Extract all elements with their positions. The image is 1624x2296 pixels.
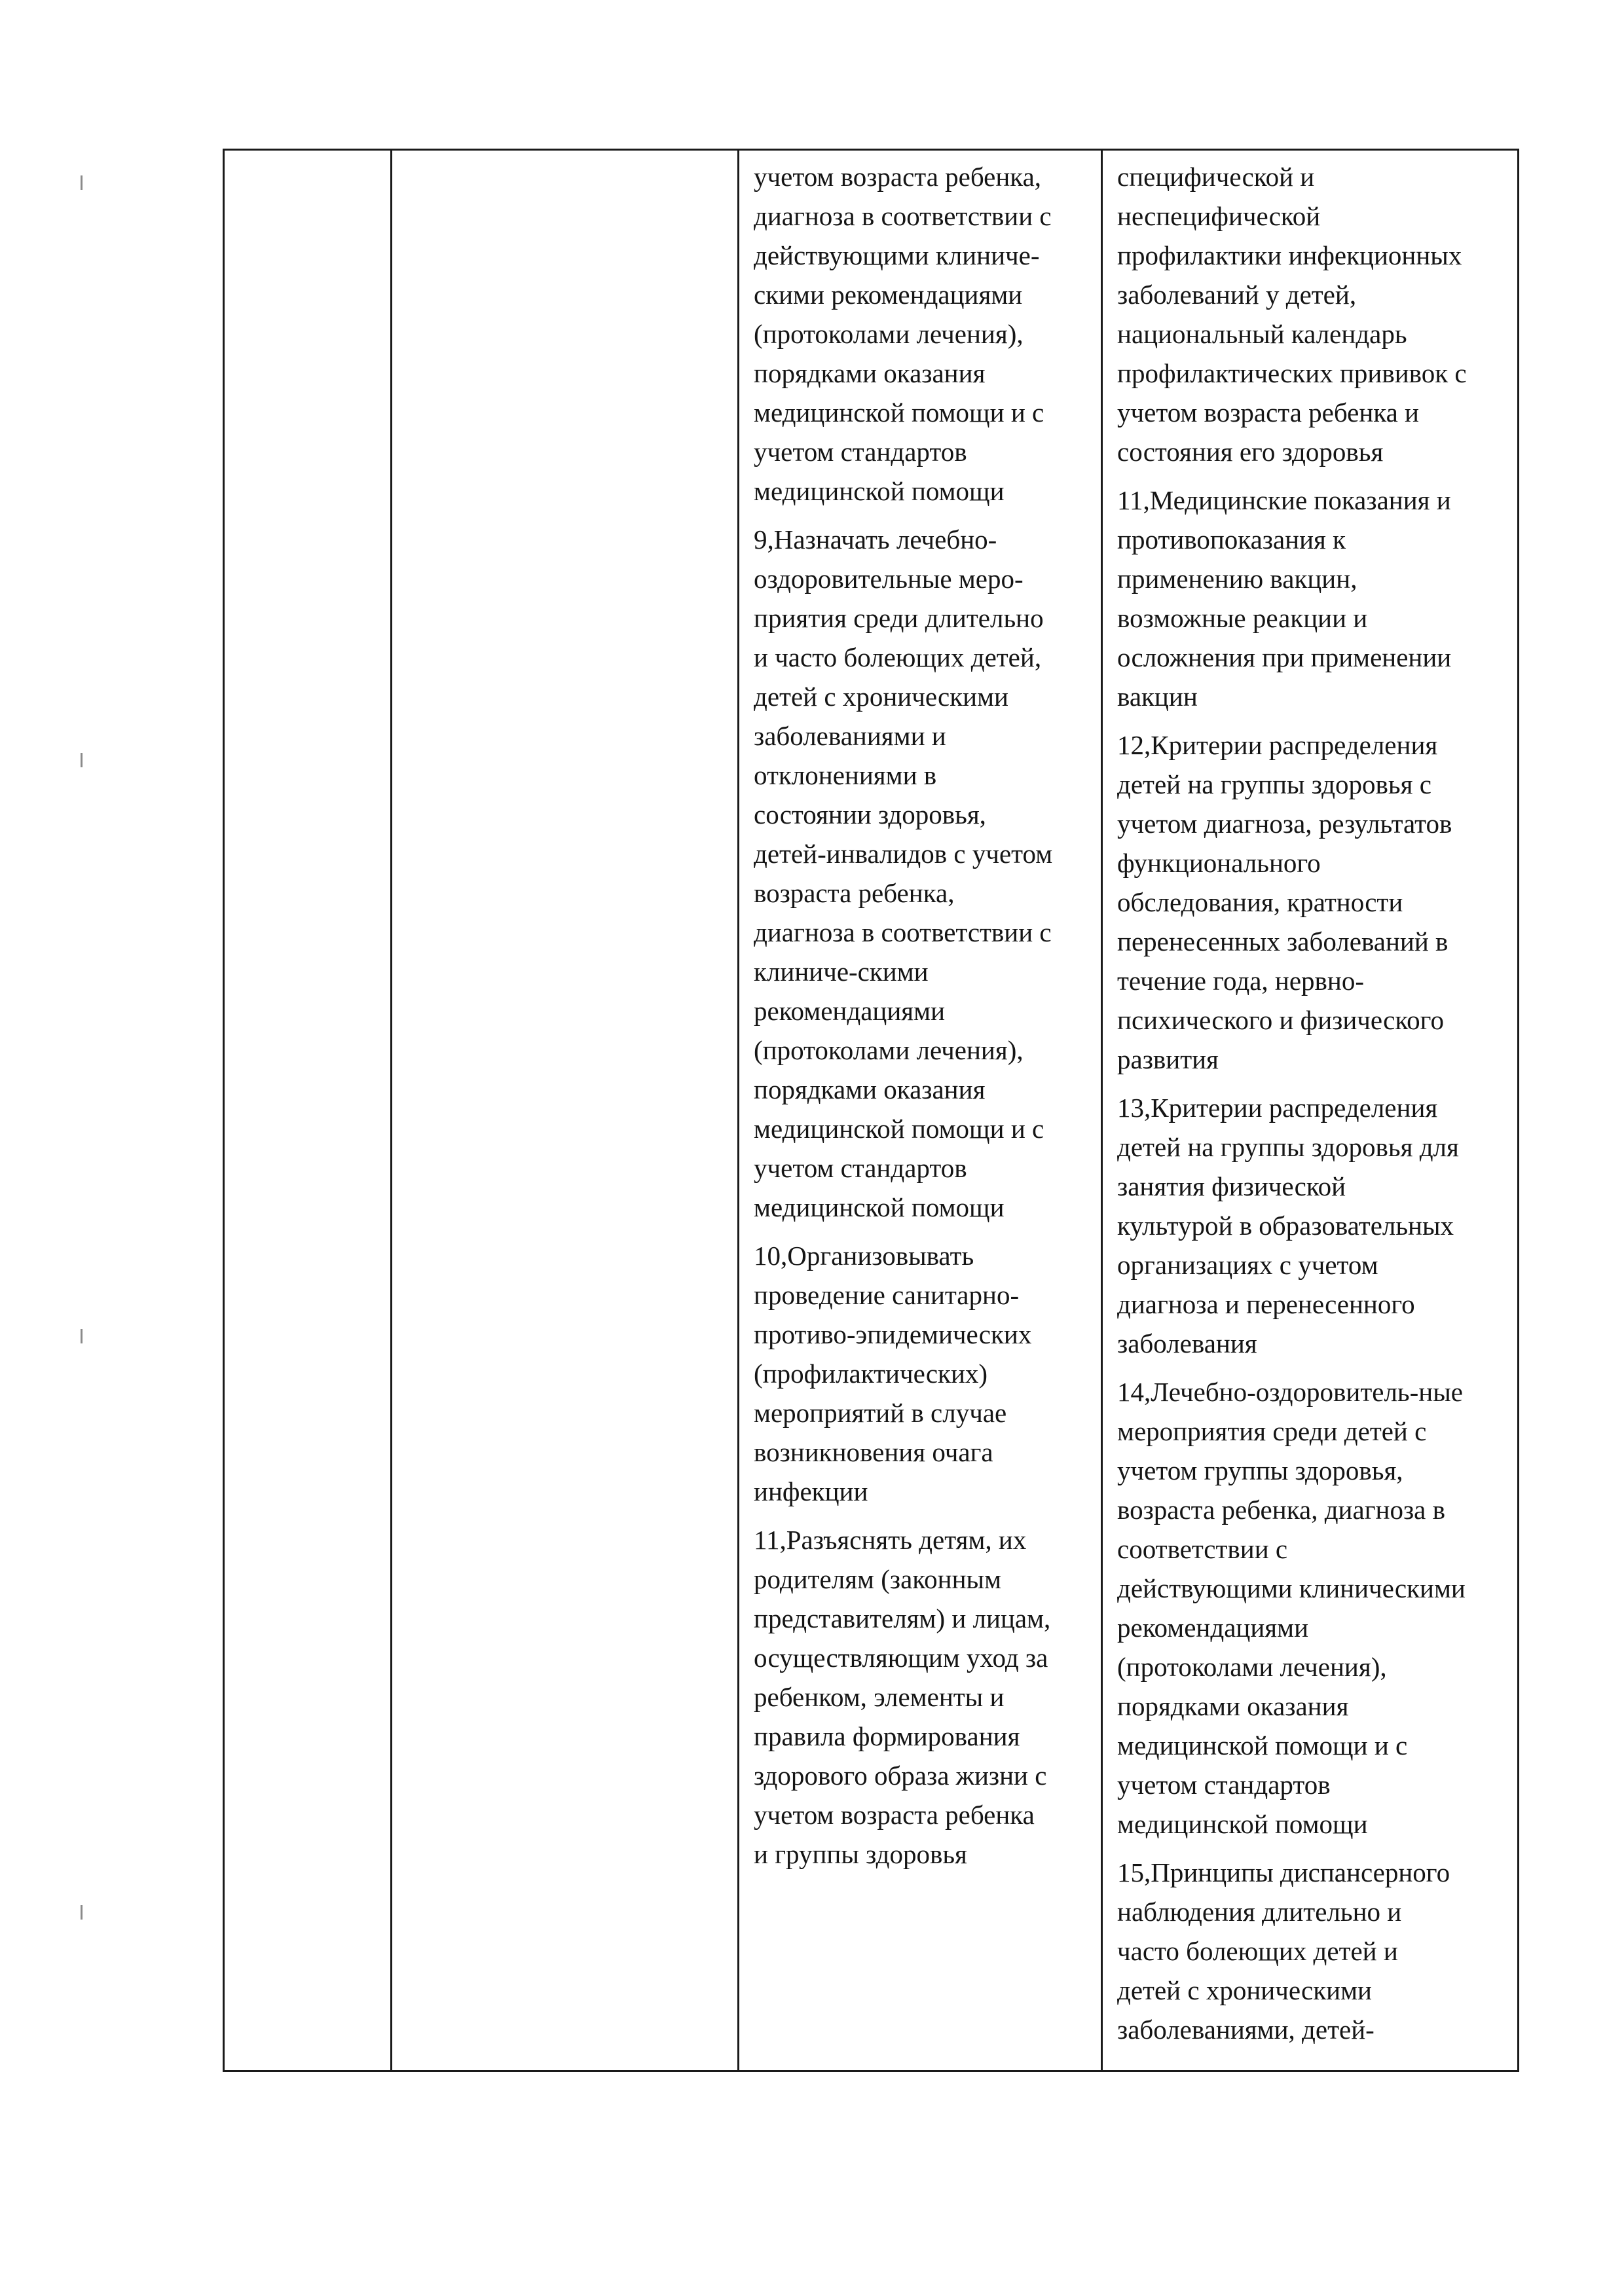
skill-paragraph: 10,Организовывать проведение санитарно- противо-эпидемических (профилактических) мероприятий в случае возникновения очага инфекции xyxy=(754,1241,1032,1506)
knowledge-paragraph: специфической и неспецифической профилактики инфекционных заболеваний у детей, национальный календарь профилактических прививок с учетом возраста ребенка и состояния его здоровья xyxy=(1117,162,1467,467)
binding-mark xyxy=(81,175,83,190)
competency-table xyxy=(223,149,1519,2072)
table-cell-skills xyxy=(739,151,1101,1883)
knowledge-paragraph: 13,Критерии распределения детей на группы здоровья для занятия физической культурой в образовательных организациях с учетом диагноза и перенесенного заболевания xyxy=(1117,1093,1459,1358)
table-cell-col1 xyxy=(225,151,390,157)
knowledge-paragraph: 14,Лечебно-оздоровитель-ные мероприятия среди детей с учетом группы здоровья, возраста ребенка, диагноза в соответствии с действующими клиническими рекомендациями (протоколами лечения), порядками оказания медицинской помощи и с учетом стандартов медицинской помощи xyxy=(1117,1377,1466,1839)
knowledge-paragraph: 11,Медицинские показания и противопоказания к применению вакцин, возможные реакции и осложнения при применении вакцин xyxy=(1117,485,1452,712)
table-cell-col2 xyxy=(392,151,737,157)
column-divider xyxy=(390,151,392,2070)
binding-mark xyxy=(81,1905,83,1920)
knowledge-paragraph: 15,Принципы диспансерного наблюдения длительно и часто болеющих детей и детей с хроническими заболеваниями, детей- xyxy=(1117,1857,1450,2045)
skill-paragraph: учетом возраста ребенка, диагноза в соответствии с действующими клиниче- скими рекомендациями (протоколами лечения), порядками оказания медицинской помощи и с учетом стандартов медицинской помощи xyxy=(754,162,1052,506)
table-cell-knowledge xyxy=(1103,151,1517,2058)
binding-mark xyxy=(81,1329,83,1343)
skill-paragraph: 9,Назначать лечебно- оздоровительные меро- приятия среди длительно и часто болеющих детей, детей с хроническими заболеваниями и отклонениями в состоянии здоровья, детей-инвалидов с учетом возраста ребенка, диагноза в соответствии с клиниче-скими рекомендациями (протоколами лечения), порядками оказания медицинской помощи и с учетом стандартов медицинской помощи xyxy=(754,524,1053,1222)
knowledge-paragraph: 12,Критерии распределения детей на группы здоровья с учетом диагноза, результатов функционального обследования, кратности перенесенных заболеваний в течение года, нервно- психического и физического развития xyxy=(1117,730,1452,1074)
skill-paragraph: 11,Разъяснять детям, их родителям (законным представителям) и лицам, осуществляющим уход за ребенком, элементы и правила формирования здорового образа жизни с учетом возраста ребенка и группы здоровья xyxy=(754,1525,1051,1869)
binding-mark xyxy=(81,753,83,767)
